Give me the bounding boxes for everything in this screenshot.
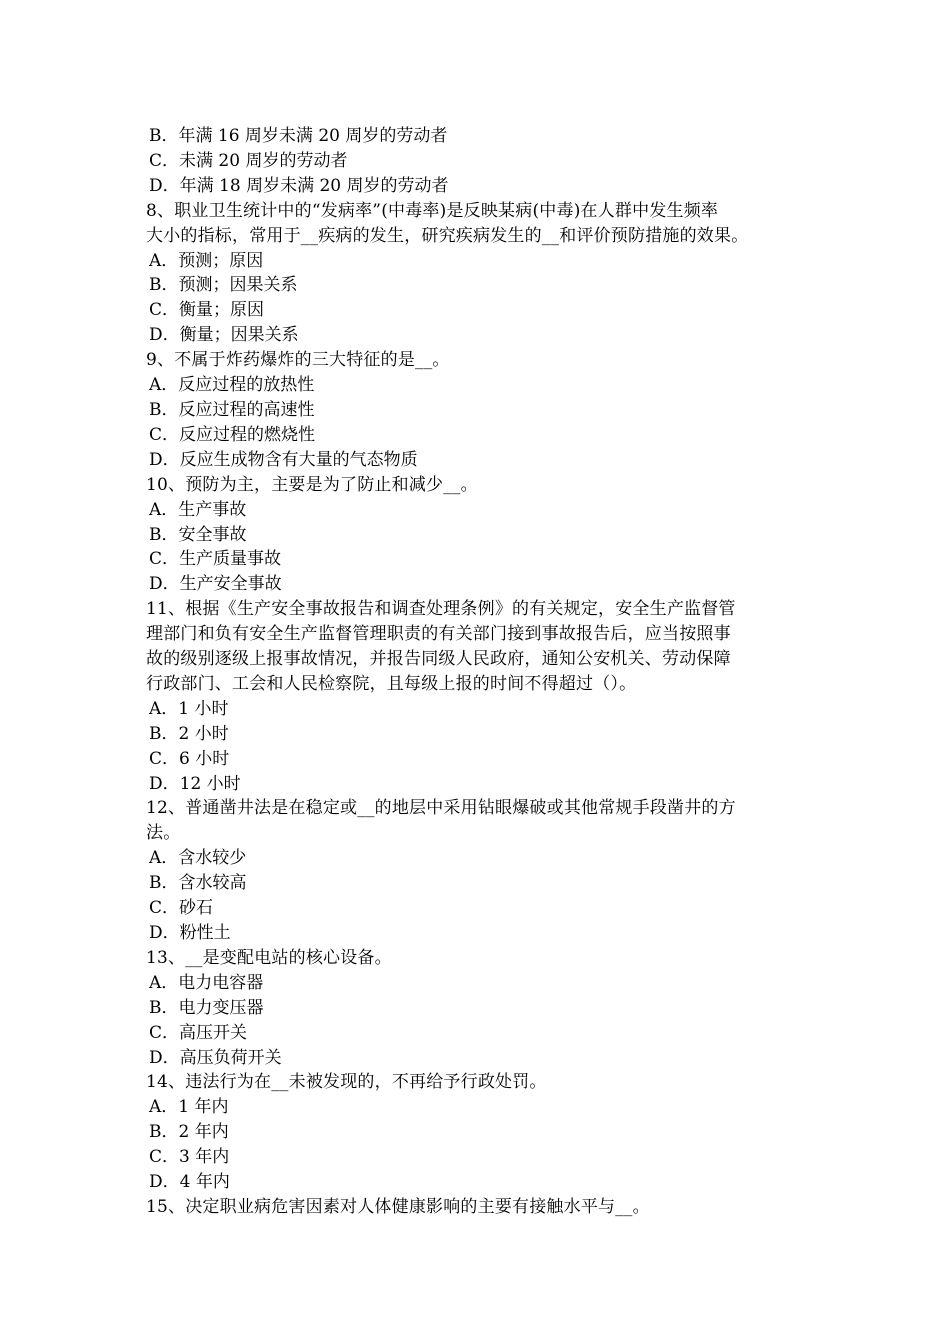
answer-option: C．6 小时 [149,748,230,769]
answer-option: A．电力电容器 [149,972,264,993]
answer-option: D．12 小时 [149,773,241,794]
answer-option: D．反应生成物含有大量的气态物质 [149,449,418,470]
question-text [146,1195,810,1220]
answer-option: C．生产质量事故 [149,549,282,570]
question-line: 11、根据《生产安全事故报告和调查处理条例》的有关规定，安全生产监督管 [146,599,736,620]
answer-option: A．含水较少 [149,848,247,869]
question-line: 行政部门、工会和人民检察院，且每级上报的时间不得超过（）。 [146,673,637,694]
answer-option: B．2 小时 [149,723,229,744]
question-text [146,199,810,249]
answer-option: A．生产事故 [149,499,247,520]
answer-option: D．生产安全事故 [149,574,282,595]
question-text [146,946,810,971]
answer-option: A．1 年内 [149,1097,229,1118]
question-line: 10、预防为主，主要是为了防止和减少__。 [146,474,478,495]
question-line: 14、违法行为在__未被发现的，不再给予行政处罚。 [146,1072,547,1093]
answer-option: D．高压负荷开关 [149,1047,282,1068]
question-line: 8、职业卫生统计中的“发病率”(中毒率)是反映某病(中毒)在人群中发生频率 [146,200,719,221]
answer-option: A．预测；原因 [149,250,264,271]
answer-option: A．反应过程的放热性 [149,375,315,396]
answer-option: B．年满 16 周岁未满 20 周岁的劳动者 [149,126,448,146]
answer-option: B．2 年内 [149,1122,229,1143]
answer-option: C．3 年内 [149,1147,230,1168]
question-line: 理部门和负有安全生产监督管理职责的有关部门接到事故报告后，应当按照事 [146,624,731,645]
question-line: 大小的指标，常用于__疾病的发生，研究疾病发生的__和评价预防措施的效果。 [146,225,749,246]
question-text [146,796,810,846]
question-line: 15、决定职业病危害因素对人体健康影响的主要有接触水平与__。 [146,1196,650,1217]
question-text [146,597,810,697]
answer-option: C．衡量；原因 [149,300,265,321]
question-line: 9、不属于炸药爆炸的三大特征的是__。 [146,350,450,371]
document-page [146,124,810,1220]
question-text [146,1070,810,1095]
answer-option: B．反应过程的高速性 [149,399,315,420]
answer-option: B．预测；因果关系 [149,275,298,296]
answer-option: D．粉性土 [149,923,231,943]
answer-option: B．含水较高 [149,873,247,894]
question-text [146,348,810,373]
question-line: 法。 [146,823,181,844]
answer-option: B．安全事故 [149,524,247,545]
question-text [146,473,810,498]
answer-option: C．砂石 [149,898,214,919]
answer-option: D．4 年内 [149,1172,230,1193]
question-line: 13、__是变配电站的核心设备。 [146,947,392,968]
answer-option: C．未满 20 周岁的劳动者 [149,150,348,171]
answer-option: C．反应过程的燃烧性 [149,424,316,445]
question-line: 故的级别逐级上报事故情况，并报告同级人民政府，通知公安机关、劳动保障 [146,649,731,670]
answer-option: B．电力变压器 [149,997,264,1018]
answer-option: D．衡量；因果关系 [149,325,299,346]
answer-option: A．1 小时 [149,698,229,719]
question-line: 12、普通凿井法是在稳定或__的地层中采用钻眼爆破或其他常规手段凿井的方 [146,798,736,819]
answer-option: D．年满 18 周岁未满 20 周岁的劳动者 [149,175,449,196]
answer-option: C．高压开关 [149,1022,248,1043]
